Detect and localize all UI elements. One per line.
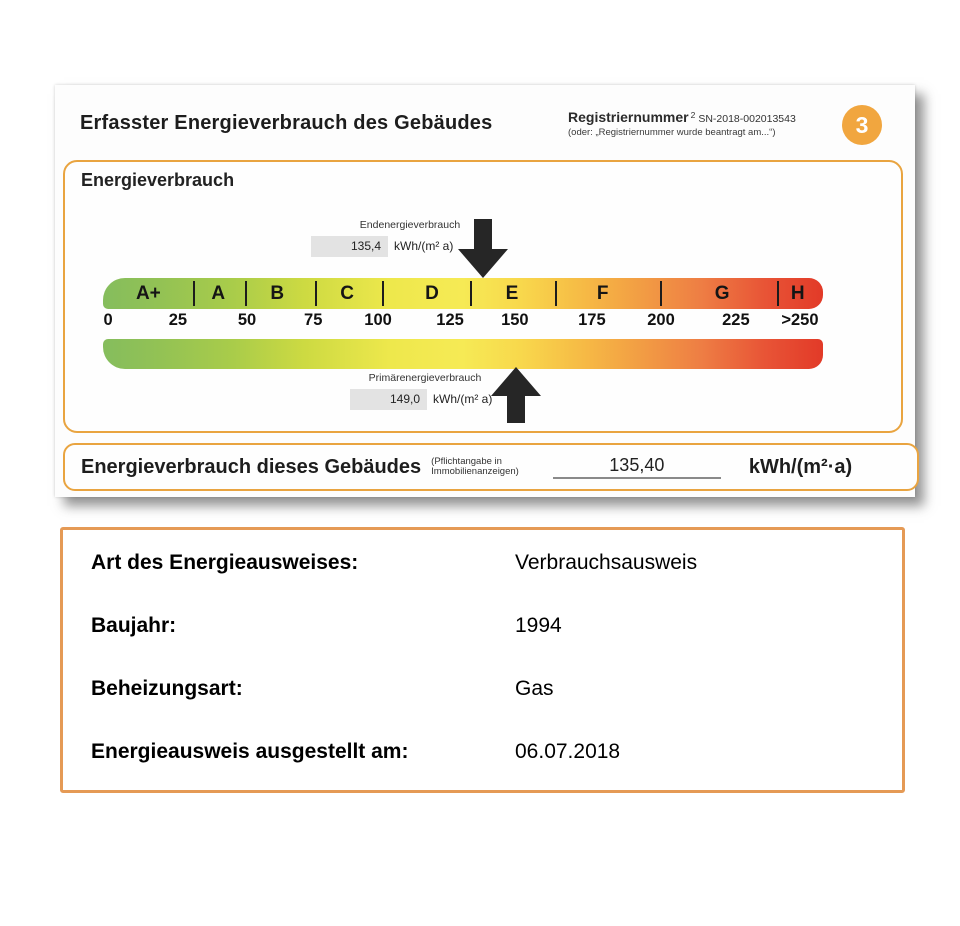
info-row-value: 1994: [515, 614, 562, 637]
registration-note: (oder: „Registriernummer wurde beantragt am...“): [568, 127, 776, 138]
scale-class-D: D: [425, 282, 439, 304]
primary-energy-unit: kWh/(m² a): [433, 392, 493, 406]
scale-divider: [193, 281, 195, 306]
scale-class-B: B: [270, 282, 285, 304]
scale-tick-175: 175: [578, 311, 606, 329]
scale-divider: [245, 281, 247, 306]
scale-tick-50: 50: [237, 311, 257, 329]
scale-class-H: H: [790, 282, 805, 304]
scale-gradient-band: [103, 339, 823, 369]
scale-divider: [382, 281, 384, 306]
scale-divider: [777, 281, 779, 306]
scan-title: Erfasster Energieverbrauch des Gebäudes: [80, 112, 493, 134]
end-energy-value: 135,4: [311, 236, 388, 257]
result-title: Energieverbrauch dieses Gebäudes: [81, 455, 422, 478]
info-row: [91, 740, 902, 764]
info-row: [91, 677, 902, 701]
scale-class-A: A: [211, 282, 226, 304]
end-energy-arrow-icon: [458, 219, 508, 278]
arrow-shaft: [474, 219, 492, 249]
panel-heading: Energieverbrauch: [81, 170, 235, 190]
arrow-shaft: [507, 396, 525, 423]
energy-certificate-scan: [55, 85, 915, 497]
scale-tick-75: 75: [304, 311, 323, 329]
end-energy-unit: kWh/(m² a): [394, 239, 454, 253]
scale-letter-band: [103, 278, 823, 309]
info-row: [91, 551, 902, 575]
result-unit: kWh/(m²·a): [748, 455, 853, 478]
scale-tick-125: 125: [436, 311, 464, 329]
scale-tick-25: 25: [168, 311, 188, 329]
result-note-line1: (Pflichtangabe in: [431, 455, 502, 467]
info-table: [60, 527, 905, 793]
scale-tick-225: 225: [722, 311, 750, 329]
scale-tick-row: [103, 311, 823, 336]
scale-tick-200: 200: [647, 311, 675, 329]
primary-energy-label: Primärenergieverbrauch: [368, 372, 482, 384]
building-consumption-banner: [63, 443, 919, 491]
registration-line: [568, 109, 828, 125]
result-note: [431, 457, 519, 478]
scale-divider: [470, 281, 472, 306]
info-row-value: Verbrauchsausweis: [515, 551, 698, 574]
scale-tick-100: 100: [364, 311, 392, 329]
scale-tick-150: 150: [501, 311, 529, 329]
scale-tick-0: 0: [103, 311, 113, 329]
info-row-value: Gas: [515, 677, 554, 700]
scale-class-G: G: [714, 282, 730, 304]
primary-energy-value: 149,0: [350, 389, 427, 410]
registration-block: [568, 109, 828, 138]
scale-class-F: F: [596, 282, 609, 304]
info-row-value: 06.07.2018: [515, 740, 621, 763]
scale-divider: [660, 281, 662, 306]
scale-divider: [555, 281, 557, 306]
scale-class-E: E: [505, 282, 519, 304]
info-row-label: Baujahr:: [91, 614, 177, 637]
info-row-label: Beheizungsart:: [91, 677, 243, 700]
primary-energy-value-row: [350, 389, 492, 410]
result-note-line2: Immobilienanzeigen): [431, 466, 519, 477]
registration-label: Registriernummer: [568, 109, 689, 125]
info-row-label: Art des Energieausweises:: [91, 551, 359, 574]
page-number-badge: 3: [842, 105, 882, 145]
info-row: [91, 614, 902, 638]
registration-footnote-mark: 2: [690, 109, 696, 120]
energy-consumption-panel: [63, 160, 903, 433]
result-value: 135,40: [553, 455, 721, 479]
scale-tick-gt250: >250: [781, 311, 819, 329]
scale-class-A+: A+: [135, 282, 161, 304]
info-row-label: Energieausweis ausgestellt am:: [91, 740, 409, 763]
scale-divider: [315, 281, 317, 306]
arrow-head-down: [458, 249, 508, 278]
scale-class-C: C: [340, 282, 354, 304]
registration-number: SN-2018-002013543: [698, 113, 796, 125]
end-energy-label: Endenergieverbrauch: [359, 219, 461, 231]
